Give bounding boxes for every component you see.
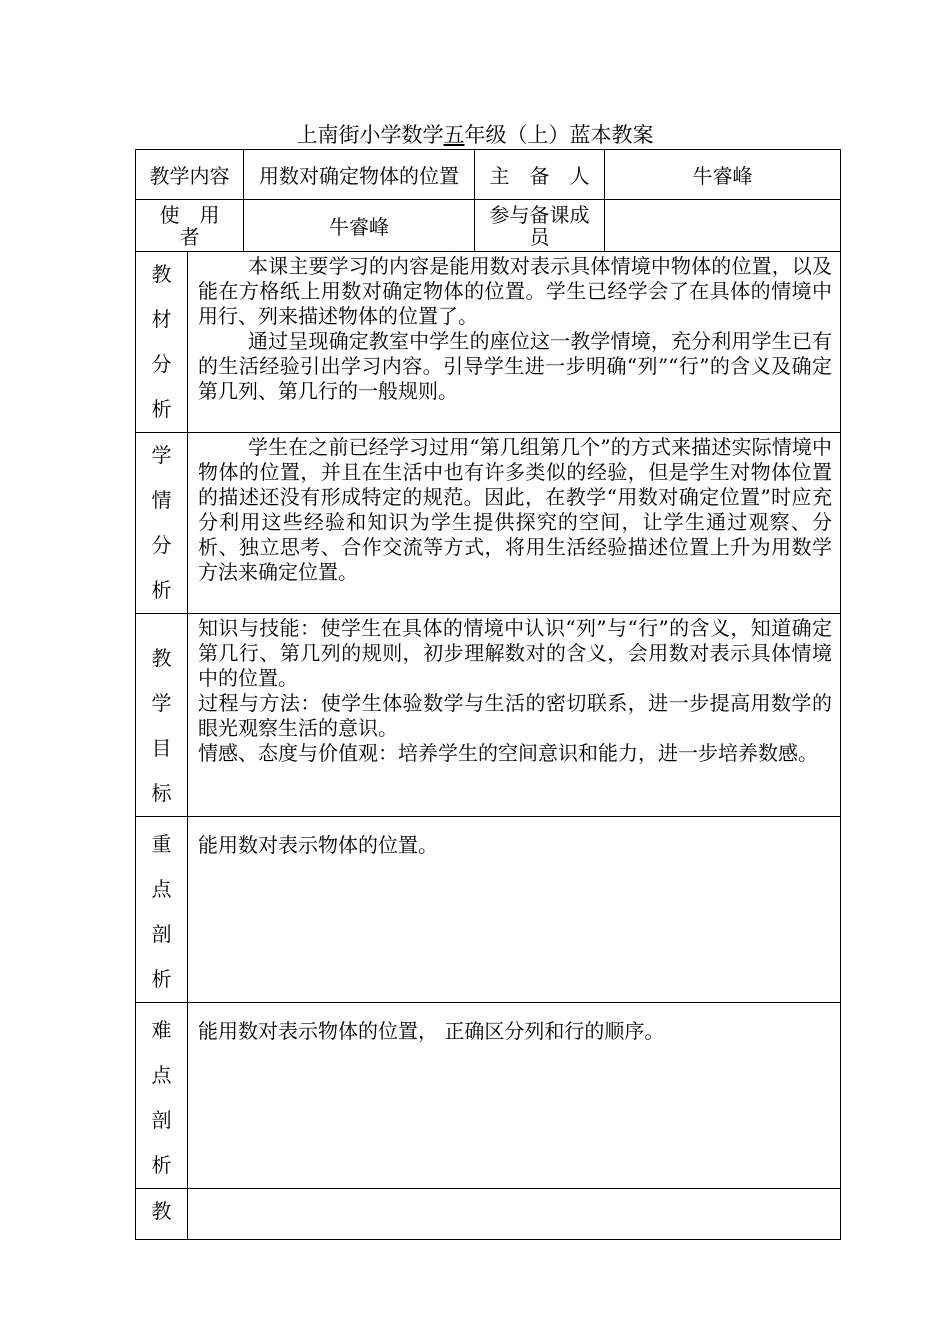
material-row — [136, 252, 841, 433]
goals-label — [136, 614, 188, 817]
lesson-plan-table — [135, 149, 841, 1240]
material-label — [136, 252, 188, 433]
lead-label: 主 备 人 — [475, 150, 605, 200]
page-title — [0, 122, 950, 148]
header-row-2 — [136, 200, 841, 252]
user-label — [136, 200, 244, 252]
participants-label-line1: 参与备课成 — [489, 202, 590, 227]
participants-label — [475, 200, 605, 252]
label-char: 材 — [151, 307, 172, 331]
lead-value: 牛睿峰 — [605, 150, 841, 200]
next-label — [136, 1189, 188, 1240]
material-content — [188, 252, 841, 433]
label-char: 教 — [151, 1199, 172, 1223]
difficulties-text: 能用数对表示物体的位置， 正确区分列和行的顺序。 — [198, 1019, 665, 1043]
students-label — [136, 433, 188, 614]
next-content — [188, 1189, 841, 1240]
goals-paragraph: 过程与方法：使学生体验数学与生活的密切联系，进一步提高用数学的眼光观察生活的意识。 — [198, 691, 832, 740]
label-char: 剖 — [151, 1108, 172, 1132]
students-row — [136, 433, 841, 614]
label-char: 析 — [151, 397, 172, 421]
label-char: 学 — [151, 691, 172, 715]
label-char: 难 — [151, 1018, 172, 1042]
difficulties-content — [188, 1003, 841, 1189]
user-label-line1: 使 用 — [159, 202, 220, 227]
label-char: 情 — [151, 488, 172, 512]
label-char: 析 — [151, 578, 172, 602]
label-char: 析 — [151, 1153, 172, 1177]
key-points-text: 能用数对表示物体的位置。 — [198, 833, 438, 857]
label-char: 目 — [151, 736, 172, 760]
label-char: 分 — [151, 352, 172, 376]
goals-content — [188, 614, 841, 817]
label-char: 教 — [151, 646, 172, 670]
label-char: 点 — [151, 877, 172, 901]
label-char: 剖 — [151, 922, 172, 946]
students-content — [188, 433, 841, 614]
label-char: 析 — [151, 967, 172, 991]
key-points-row — [136, 817, 841, 1003]
title-grade: 五 — [443, 123, 465, 147]
label-char: 点 — [151, 1063, 172, 1087]
difficulties-row — [136, 1003, 841, 1189]
content-value: 用数对确定物体的位置 — [244, 150, 475, 200]
next-row — [136, 1189, 841, 1240]
difficulties-label — [136, 1003, 188, 1189]
label-char: 教 — [151, 262, 172, 286]
participants-value — [605, 200, 841, 252]
content-label: 教学内容 — [136, 150, 244, 200]
title-prefix: 上南街小学数学 — [296, 123, 444, 147]
key-points-content — [188, 817, 841, 1003]
label-char: 标 — [151, 781, 172, 805]
title-suffix: 年级（上）蓝本教案 — [464, 123, 654, 147]
goals-paragraph: 知识与技能：使学生在具体的情境中认识“列”与“行”的含义，知道确定第几行、第几列的规则，初步理解数对的含义，会用数对表示具体情境中的位置。 — [198, 616, 832, 690]
label-char: 分 — [151, 533, 172, 557]
label-char: 学 — [151, 443, 172, 467]
user-label-line2: 者 — [179, 224, 200, 249]
key-points-label — [136, 817, 188, 1003]
material-paragraph: 本课主要学习的内容是能用数对表示具体情境中物体的位置，以及能在方格纸上用数对确定物体的位置。学生已经学会了在具体的情境中用行、列来描述物体的位置了。 — [198, 254, 832, 328]
participants-label-line2: 员 — [529, 224, 550, 249]
label-char: 重 — [151, 832, 172, 856]
header-row-1 — [136, 150, 841, 200]
goals-paragraph: 情感、态度与价值观：培养学生的空间意识和能力，进一步培养数感。 — [198, 741, 818, 765]
students-paragraph: 学生在之前已经学习过用“第几组第几个”的方式来描述实际情境中物体的位置，并且在生活中也有许多类似的经验，但是学生对物体位置的描述还没有形成特定的规范。因此，在教学“用数对确定位置”时应充分利用这些经验和知识为学生提供探究的空间，让学生通过观察、分析、独立思考、合作交流等方式，将用生活经验描述位置上升为用数学方法来确定位置。 — [198, 435, 832, 584]
material-paragraph: 通过呈现确定教室中学生的座位这一教学情境，充分利用学生已有的生活经验引出学习内容。引导学生进一步明确“列”“行”的含义及确定第几列、第几行的一般规则。 — [198, 329, 832, 403]
goals-row — [136, 614, 841, 817]
user-value: 牛睿峰 — [244, 200, 475, 252]
